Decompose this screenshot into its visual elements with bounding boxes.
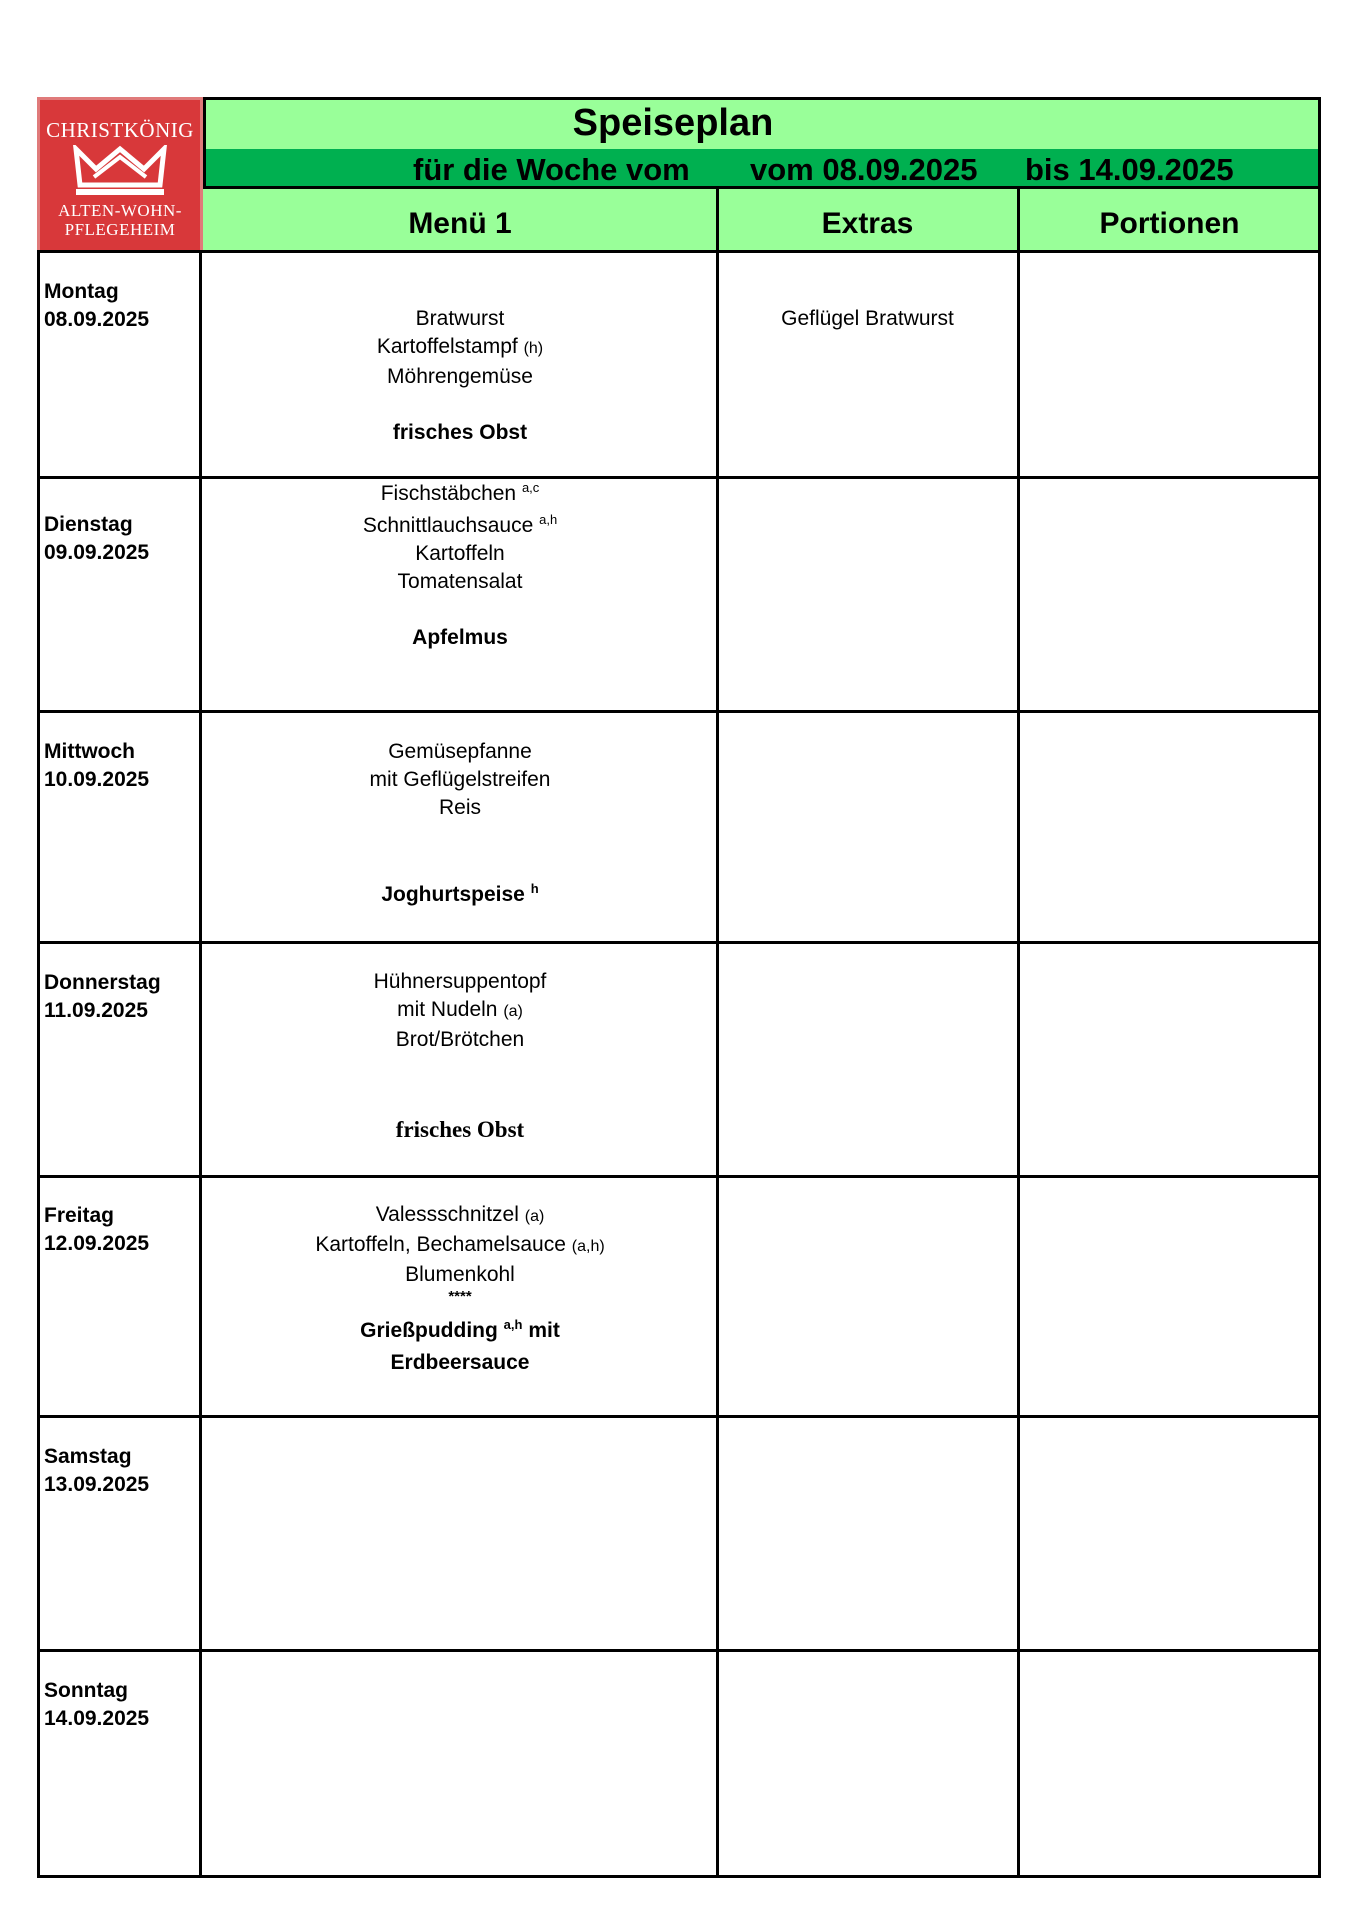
allergen-sup: a,c bbox=[521, 480, 540, 495]
grid-line bbox=[37, 253, 40, 1878]
dessert-row bbox=[203, 1317, 717, 1345]
grid-line bbox=[37, 941, 1321, 944]
menu-item: Kartoffeln, Bechamelsauce bbox=[315, 1233, 566, 1256]
dessert: Erdbeersauce bbox=[390, 1351, 530, 1374]
menu-wednesday bbox=[203, 738, 717, 909]
page-title: Speiseplan bbox=[572, 102, 774, 144]
day-date: 13.09.2025 bbox=[44, 1473, 150, 1496]
day-date: 11.09.2025 bbox=[44, 999, 148, 1022]
dessert: frisches Obst bbox=[392, 421, 528, 444]
menu-item: Gemüsepfanne bbox=[388, 740, 532, 763]
allergen-sup: a,h bbox=[503, 1317, 523, 1332]
menu-item: Möhrengemüse bbox=[387, 365, 533, 388]
day-date: 12.09.2025 bbox=[44, 1232, 150, 1255]
day-thursday bbox=[44, 969, 161, 1025]
menu-item-row bbox=[203, 512, 717, 540]
menu-item: Kartoffelstampf bbox=[376, 335, 518, 358]
menu-item: Brot/Brötchen bbox=[395, 1028, 525, 1051]
dessert: Grießpudding bbox=[360, 1319, 498, 1342]
menu-item: Tomatensalat bbox=[397, 570, 523, 593]
allergen-sup: a,h bbox=[539, 512, 558, 527]
extra-monday: Geflügel Bratwurst bbox=[781, 307, 954, 330]
day-wednesday bbox=[44, 738, 149, 794]
menu-friday bbox=[203, 1201, 717, 1377]
dessert: Joghurtspeise bbox=[381, 883, 525, 906]
allergen-note: (h) bbox=[523, 340, 544, 357]
week-from: vom 08.09.2025 bbox=[750, 152, 978, 187]
logo-line-1: CHRISTKÖNIG bbox=[46, 118, 194, 142]
menu-item-row bbox=[203, 1231, 717, 1261]
column-extras: Extras bbox=[821, 207, 914, 240]
day-tuesday bbox=[44, 511, 149, 567]
menu-item-row bbox=[203, 333, 717, 363]
column-menu: Menü 1 bbox=[408, 207, 512, 240]
allergen-sup: h bbox=[530, 881, 539, 896]
allergen-note: (a) bbox=[524, 1208, 545, 1225]
menu-item: mit Nudeln bbox=[397, 998, 498, 1021]
allergen-note: (a) bbox=[503, 1003, 523, 1020]
day-saturday bbox=[44, 1443, 149, 1499]
day-date: 10.09.2025 bbox=[44, 768, 150, 791]
grid-line bbox=[1318, 97, 1321, 1878]
menu-item: Reis bbox=[438, 796, 481, 819]
dessert: frisches Obst bbox=[395, 1117, 525, 1142]
logo-line-2: ALTEN-WOHN- bbox=[58, 201, 182, 220]
day-date: 14.09.2025 bbox=[44, 1707, 150, 1730]
grid-line bbox=[37, 1649, 1321, 1652]
day-name: Montag bbox=[44, 280, 119, 303]
menu-monday bbox=[203, 305, 717, 447]
grid-line bbox=[37, 1415, 1321, 1418]
logo bbox=[37, 97, 203, 253]
column-portions: Portionen bbox=[1099, 207, 1240, 240]
grid-line bbox=[37, 250, 1321, 253]
crown-icon bbox=[68, 145, 172, 197]
grid-line bbox=[1017, 189, 1020, 1878]
dessert-row bbox=[203, 881, 717, 909]
menu-item: Bratwurst bbox=[415, 307, 505, 330]
dessert: Apfelmus bbox=[412, 626, 508, 649]
grid-line bbox=[37, 476, 1321, 479]
menu-item: Kartoffeln bbox=[415, 542, 505, 565]
day-name: Samstag bbox=[44, 1445, 132, 1468]
menu-item: Fischstäbchen bbox=[380, 482, 517, 505]
menu-item: Schnittlauchsauce bbox=[362, 514, 534, 537]
grid-line bbox=[203, 97, 206, 189]
logo-line-3: PFLEGEHEIM bbox=[64, 220, 176, 239]
separator: **** bbox=[448, 1288, 472, 1305]
menu-item-row bbox=[203, 480, 717, 508]
day-name: Dienstag bbox=[44, 513, 133, 536]
grid-line bbox=[37, 1175, 1321, 1178]
menu-item-row bbox=[203, 1201, 717, 1231]
week-label: für die Woche vom bbox=[413, 152, 690, 187]
menu-thursday bbox=[203, 968, 717, 1144]
day-date: 09.09.2025 bbox=[44, 541, 150, 564]
day-sunday bbox=[44, 1677, 149, 1733]
menu-item: mit Geflügelstreifen bbox=[369, 768, 551, 791]
menu-item: Hühnersuppentopf bbox=[373, 970, 547, 993]
day-name: Mittwoch bbox=[44, 740, 135, 763]
menu-item: Blumenkohl bbox=[405, 1263, 515, 1286]
allergen-note: (a,h) bbox=[571, 1238, 605, 1255]
menu-tuesday bbox=[203, 480, 717, 652]
menu-item: Valessschnitzel bbox=[375, 1203, 519, 1226]
day-date: 08.09.2025 bbox=[44, 308, 150, 331]
dessert-mit: mit bbox=[528, 1319, 560, 1342]
day-name: Donnerstag bbox=[44, 971, 161, 994]
day-friday bbox=[44, 1202, 149, 1258]
day-name: Sonntag bbox=[44, 1679, 128, 1702]
week-to: bis 14.09.2025 bbox=[1025, 152, 1234, 187]
day-monday bbox=[44, 278, 149, 334]
grid-line bbox=[37, 1875, 1321, 1878]
menu-item-row bbox=[203, 996, 717, 1026]
grid-line bbox=[199, 250, 202, 1878]
day-name: Freitag bbox=[44, 1204, 115, 1227]
grid-line bbox=[37, 710, 1321, 713]
